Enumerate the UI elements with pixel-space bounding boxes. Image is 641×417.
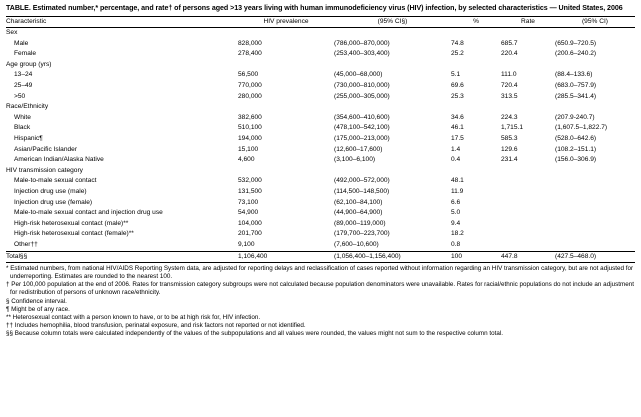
cell-ci2: (156.0–306.9) bbox=[555, 156, 597, 164]
cell-ci2: (1,607.5–1,822.7) bbox=[555, 124, 608, 132]
cell-prevalence: 194,000 bbox=[238, 135, 262, 143]
footnote: †† Includes hemophilia, blood transfusion, perinatal exposure, and risk factors not reported or not identified. bbox=[6, 321, 306, 329]
cell-ci2 bbox=[555, 229, 635, 240]
table-row bbox=[6, 49, 635, 60]
table-row bbox=[6, 113, 635, 124]
cell-percent: 6.6 bbox=[451, 198, 461, 206]
cell-prevalence: 770,000 bbox=[238, 82, 262, 90]
row-label: White bbox=[14, 113, 31, 121]
table-row bbox=[6, 134, 635, 145]
row-label: Male-to-male sexual contact bbox=[14, 177, 97, 185]
cell-ci2: (207.9-240.7) bbox=[555, 113, 595, 121]
row-label: Male bbox=[14, 39, 29, 47]
cell-percent: 5.0 bbox=[451, 209, 461, 217]
cell-rate bbox=[501, 229, 555, 240]
cell-rate bbox=[501, 198, 555, 209]
cell-percent: 1.4 bbox=[451, 145, 461, 153]
cell-ci1: (175,000–213,000) bbox=[334, 135, 390, 143]
cell-ci1: (730,000–810,000) bbox=[334, 82, 390, 90]
cell-percent: 25.3 bbox=[451, 92, 464, 100]
cell-ci1: (44,900–64,900) bbox=[334, 209, 383, 217]
table-row bbox=[6, 39, 635, 50]
cell-prevalence: 280,000 bbox=[238, 92, 262, 100]
row-label: 25–49 bbox=[14, 82, 33, 90]
table-body bbox=[6, 28, 635, 263]
cell-ci1: (114,500–148,500) bbox=[334, 188, 390, 195]
cell-ci1: (12,600–17,600) bbox=[334, 145, 383, 153]
table-footnotes bbox=[6, 265, 635, 338]
table-row bbox=[6, 219, 635, 230]
row-label: Male-to-male sexual contact and injection drug use bbox=[14, 209, 163, 217]
cell-prevalence: 131,500 bbox=[238, 188, 262, 195]
cell-prevalence: 4,600 bbox=[238, 156, 255, 164]
table-row bbox=[6, 155, 635, 166]
cell-percent: 25.2 bbox=[451, 50, 464, 58]
column-header-ci2: (95% CI) bbox=[555, 16, 635, 28]
cell-rate bbox=[501, 240, 555, 251]
row-label: American Indian/Alaska Native bbox=[14, 156, 104, 164]
table-group-header-row bbox=[6, 102, 635, 113]
cell-rate bbox=[501, 219, 555, 230]
footnote: ¶ Might be of any race. bbox=[6, 305, 70, 313]
cell-rate bbox=[501, 187, 555, 198]
cell-ci1: (354,600–410,600) bbox=[334, 113, 390, 121]
group-label: Race/Ethnicity bbox=[6, 103, 49, 111]
group-label: HIV transmission category bbox=[6, 166, 83, 174]
cell-ci1: (179,700–223,700) bbox=[334, 230, 390, 238]
cell-ci2 bbox=[555, 208, 635, 219]
cell-rate: 220.4 bbox=[501, 50, 518, 58]
cell-prevalence: 54,900 bbox=[238, 209, 259, 217]
cell-percent: 34.6 bbox=[451, 113, 464, 121]
cell-percent: 17.5 bbox=[451, 135, 464, 143]
cell-ci1: (492,000–572,000) bbox=[334, 177, 390, 185]
column-header-percent: % bbox=[451, 16, 501, 28]
cell-rate: 231.4 bbox=[501, 156, 518, 164]
table-row bbox=[6, 229, 635, 240]
footnote: ** Heterosexual contact with a person known to have, or to be at high risk for, HIV infection. bbox=[6, 313, 261, 321]
table-header-row bbox=[6, 16, 635, 28]
cell-ci2: (427.5–468.0) bbox=[555, 251, 635, 263]
row-label: Asian/Pacific Islander bbox=[14, 145, 78, 153]
row-label: Injection drug use (male) bbox=[14, 188, 87, 195]
hiv-prevalence-table bbox=[6, 16, 635, 264]
cell-ci2 bbox=[555, 240, 635, 251]
cell-ci1: (62,100–84,100) bbox=[334, 198, 383, 206]
column-header-characteristic: Characteristic bbox=[6, 16, 238, 28]
cell-ci1: (1,056,400–1,156,400) bbox=[334, 251, 451, 263]
cell-rate: 585.3 bbox=[501, 135, 518, 143]
table-row bbox=[6, 70, 635, 81]
cell-ci2 bbox=[555, 176, 635, 187]
cell-ci2: (88.4–133.6) bbox=[555, 71, 593, 79]
column-header-ci1: (95% CI§) bbox=[334, 16, 451, 28]
table-group-header-row bbox=[6, 28, 635, 39]
cell-prevalence: 201,700 bbox=[238, 230, 262, 238]
row-label: Black bbox=[14, 124, 31, 132]
table-row bbox=[6, 208, 635, 219]
cell-ci1: (7,600–10,600) bbox=[334, 240, 379, 248]
table-row bbox=[6, 187, 635, 198]
footnote: † Per 100,000 population at the end of 2006. Rates for transmission category subgroups were not calculated because population denominators were unavailable. Rates for racial/ethnic populations do not include an adjustment for redistribution of persons of unknown race/ethnicity. bbox=[6, 281, 634, 297]
cell-prevalence: 510,100 bbox=[238, 124, 262, 132]
table-row bbox=[6, 92, 635, 103]
row-label: Injection drug use (female) bbox=[14, 198, 93, 206]
table-row bbox=[6, 81, 635, 92]
cell-prevalence: 56,500 bbox=[238, 71, 259, 79]
table-row bbox=[6, 145, 635, 156]
cell-ci1: (478,100–542,100) bbox=[334, 124, 390, 132]
table-group-header-row bbox=[6, 60, 635, 71]
row-label: High-risk heterosexual contact (female)** bbox=[14, 230, 134, 238]
cell-rate: 1,715.1 bbox=[501, 124, 523, 132]
column-header-prevalence: HIV prevalence bbox=[238, 16, 334, 28]
cell-percent: 69.6 bbox=[451, 82, 464, 90]
cell-prevalence: 1,106,400 bbox=[238, 251, 334, 263]
group-label: Sex bbox=[6, 29, 18, 37]
cell-ci1: (3,100–6,100) bbox=[334, 156, 376, 164]
table-row bbox=[6, 176, 635, 187]
row-label: Hispanic¶ bbox=[14, 135, 43, 143]
cell-ci2: (108.2–151.1) bbox=[555, 145, 597, 153]
cell-percent: 100 bbox=[451, 251, 501, 263]
row-label: Total§§ bbox=[6, 251, 238, 263]
column-header-rate: Rate bbox=[501, 16, 555, 28]
cell-rate: 685.7 bbox=[501, 39, 518, 47]
footnote: § Confidence interval. bbox=[6, 297, 67, 305]
cell-prevalence: 532,000 bbox=[238, 177, 262, 185]
cell-ci1: (255,000–305,000) bbox=[334, 92, 390, 100]
cell-ci2: (683.0–757.9) bbox=[555, 82, 597, 90]
cell-ci1: (253,400–303,400) bbox=[334, 50, 390, 58]
cell-rate bbox=[501, 176, 555, 187]
table-total-row bbox=[6, 251, 635, 263]
cell-ci2 bbox=[555, 198, 635, 209]
cell-rate: 129.6 bbox=[501, 145, 518, 153]
cell-rate: 313.5 bbox=[501, 92, 518, 100]
cell-ci1: (45,000–68,000) bbox=[334, 71, 383, 79]
footnote: §§ Because column totals were calculated independently of the values of the subpopulations and all values were rounded, the values might not sum to the respective column total. bbox=[6, 329, 504, 337]
cell-percent: 11.9 bbox=[451, 188, 464, 195]
table-row bbox=[6, 240, 635, 251]
group-label: Age group (yrs) bbox=[6, 60, 52, 68]
cell-ci2: (650.9–720.5) bbox=[555, 39, 597, 47]
cell-prevalence: 9,100 bbox=[238, 240, 255, 248]
table-row bbox=[6, 198, 635, 209]
cell-ci2 bbox=[555, 219, 635, 230]
table-title: TABLE. Estimated number,* percentage, and rate† of persons aged >13 years living with human immunodeficiency virus (HIV) infection, by selected characteristics — United States, 2006 bbox=[6, 4, 623, 12]
cell-rate: 720.4 bbox=[501, 82, 518, 90]
cell-percent: 48.1 bbox=[451, 177, 464, 185]
cell-ci2: (200.6–240.2) bbox=[555, 50, 597, 58]
row-label: High-risk heterosexual contact (male)** bbox=[14, 219, 129, 227]
cell-ci2 bbox=[555, 187, 635, 198]
cell-prevalence: 828,000 bbox=[238, 39, 262, 47]
table-row bbox=[6, 123, 635, 134]
cell-prevalence: 15,100 bbox=[238, 145, 259, 153]
cell-prevalence: 104,000 bbox=[238, 219, 262, 227]
cell-ci2: (285.5–341.4) bbox=[555, 92, 597, 100]
cell-rate: 111.0 bbox=[501, 71, 517, 79]
row-label: Female bbox=[14, 50, 36, 58]
row-label: >50 bbox=[14, 92, 26, 100]
cell-rate: 224.3 bbox=[501, 113, 518, 121]
cell-percent: 0.4 bbox=[451, 156, 461, 164]
cell-rate: 447.8 bbox=[501, 251, 555, 263]
cell-percent: 5.1 bbox=[451, 71, 461, 79]
cell-percent: 46.1 bbox=[451, 124, 464, 132]
cell-ci2: (528.0–642.6) bbox=[555, 135, 597, 143]
cell-percent: 18.2 bbox=[451, 230, 464, 238]
table-group-header-row bbox=[6, 166, 635, 177]
cell-percent: 74.8 bbox=[451, 39, 464, 47]
row-label: Other†† bbox=[14, 240, 38, 248]
footnote: * Estimated numbers, from national HIV/AIDS Reporting System data, are adjusted for reporting delays and reclassification of cases reported without information regarding an HIV transmission category, but are not adjusted for underreporting. Estimates are rounded to the nearest 100. bbox=[6, 265, 634, 281]
cell-ci1: (786,000–870,000) bbox=[334, 39, 390, 47]
cell-rate bbox=[501, 208, 555, 219]
cell-percent: 9.4 bbox=[451, 219, 461, 227]
cell-prevalence: 382,600 bbox=[238, 113, 262, 121]
cell-percent: 0.8 bbox=[451, 240, 461, 248]
cell-prevalence: 73,100 bbox=[238, 198, 259, 206]
cell-prevalence: 278,400 bbox=[238, 50, 262, 58]
row-label: 13–24 bbox=[14, 71, 33, 79]
cell-ci1: (89,000–119,000) bbox=[334, 219, 386, 227]
